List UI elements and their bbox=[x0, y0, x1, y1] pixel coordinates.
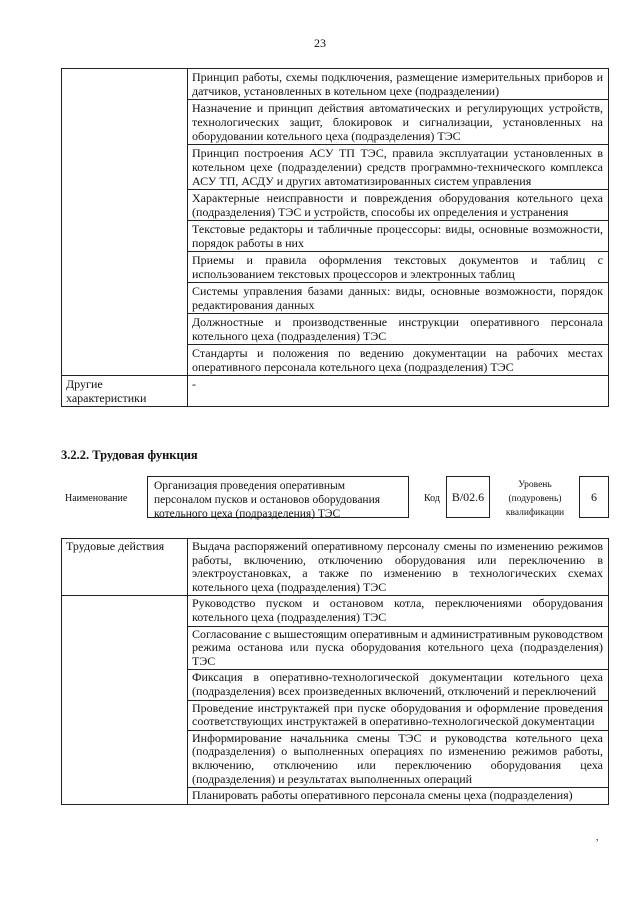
action-item: Руководство пуском и остановом котла, переключениями оборудования котельного цеха (подразделения) ТЭС bbox=[188, 596, 609, 626]
knowledge-item: Системы управления базами данных: виды, основные возможности, порядок редактирования данных bbox=[188, 283, 609, 314]
function-name-label: Наименование bbox=[65, 493, 128, 504]
page-number: 23 bbox=[314, 36, 326, 50]
required-knowledge-table bbox=[61, 68, 609, 407]
table-row bbox=[62, 626, 609, 670]
table-row bbox=[62, 730, 609, 787]
table-row bbox=[62, 700, 609, 730]
knowledge-item: Характерные неисправности и повреждения оборудования котельного цеха (подразделения) ТЭС и устройств, способы их определения и устранения bbox=[188, 190, 609, 221]
table-row bbox=[62, 69, 609, 100]
knowledge-item: Принцип построения АСУ ТП ТЭС, правила эксплуатации установленных в котельном цехе (подразделении) средств программно-технического комплекса АСУ ТП, АСДУ и других автоматизированных систем управления bbox=[188, 145, 609, 190]
table-row bbox=[62, 596, 609, 626]
other-characteristics-label: Другие характеристики bbox=[62, 376, 188, 407]
code-label: Код bbox=[424, 493, 440, 504]
table-row bbox=[62, 376, 609, 407]
action-item: Информирование начальника смены ТЭС и руководства котельного цеха (подразделения) о выполненных операциях по изменению режимов работы, включению, отключению или переключению оборудования цеха (подразделения) и результатах выполненных операций bbox=[188, 730, 609, 787]
section-title: 3.2.2. Трудовая функция bbox=[61, 448, 198, 462]
action-item: Планировать работы оперативного персонала смены цеха (подразделения) bbox=[188, 788, 609, 805]
table-row bbox=[62, 670, 609, 700]
knowledge-item: Стандарты и положения по ведению документации на рабочих местах оперативного персонала котельного цеха (подразделения) ТЭС bbox=[188, 345, 609, 376]
action-item: Фиксация в оперативно-технологической документации котельного цеха (подразделения) всех произведенных включений, отключений и переключений bbox=[188, 670, 609, 700]
function-name: Организация проведения оперативным персоналом пусков и остановов оборудования котельного цеха (подразделения) ТЭС bbox=[147, 476, 409, 518]
function-code: B/02.6 bbox=[446, 476, 490, 518]
table-row bbox=[62, 788, 609, 805]
knowledge-item: Принцип работы, схемы подключения, размещение измерительных приборов и датчиков, установленных в котельном цехе (подразделении) bbox=[188, 69, 609, 100]
knowledge-item: Текстовые редакторы и табличные процессоры: виды, основные возможности, порядок работы в них bbox=[188, 221, 609, 252]
other-characteristics-value: - bbox=[188, 376, 609, 407]
labor-function-header bbox=[61, 470, 609, 526]
table-row bbox=[62, 539, 609, 596]
knowledge-item: Приемы и правила оформления текстовых документов и таблиц с использованием текстовых процессоров и электронных таблиц bbox=[188, 252, 609, 283]
knowledge-item: Должностные и производственные инструкции оперативного персонала котельного цеха (подразделения) ТЭС bbox=[188, 314, 609, 345]
stray-mark: , bbox=[596, 832, 599, 843]
action-item: Проведение инструктажей при пуске оборудования и оформление проведения соответствующих инструктажей в оперативно-технологической документации bbox=[188, 700, 609, 730]
labor-actions-label: Трудовые действия bbox=[62, 539, 188, 596]
action-item: Выдача распоряжений оперативному персоналу смены по изменению режимов работы, включению, отключению оборудования или переключению в электроустановках, а также по изменению в технологических схемах котельного цеха (подразделения) ТЭС bbox=[188, 539, 609, 596]
knowledge-item: Назначение и принцип действия автоматических и регулирующих устройств, технологических защит, блокировок и сигнализации, установленных на оборудовании котельного цеха (подразделения) ТЭС bbox=[188, 100, 609, 145]
action-item: Согласование с вышестоящим оперативным и административным руководством режима останова или пуска оборудования котельного цеха (подразделения) ТЭС bbox=[188, 626, 609, 670]
qualification-level: 6 bbox=[579, 476, 609, 518]
labor-actions-table bbox=[61, 538, 609, 805]
qualification-level-label: Уровень (подуровень) квалификации bbox=[505, 480, 565, 518]
category-cell bbox=[62, 69, 188, 376]
